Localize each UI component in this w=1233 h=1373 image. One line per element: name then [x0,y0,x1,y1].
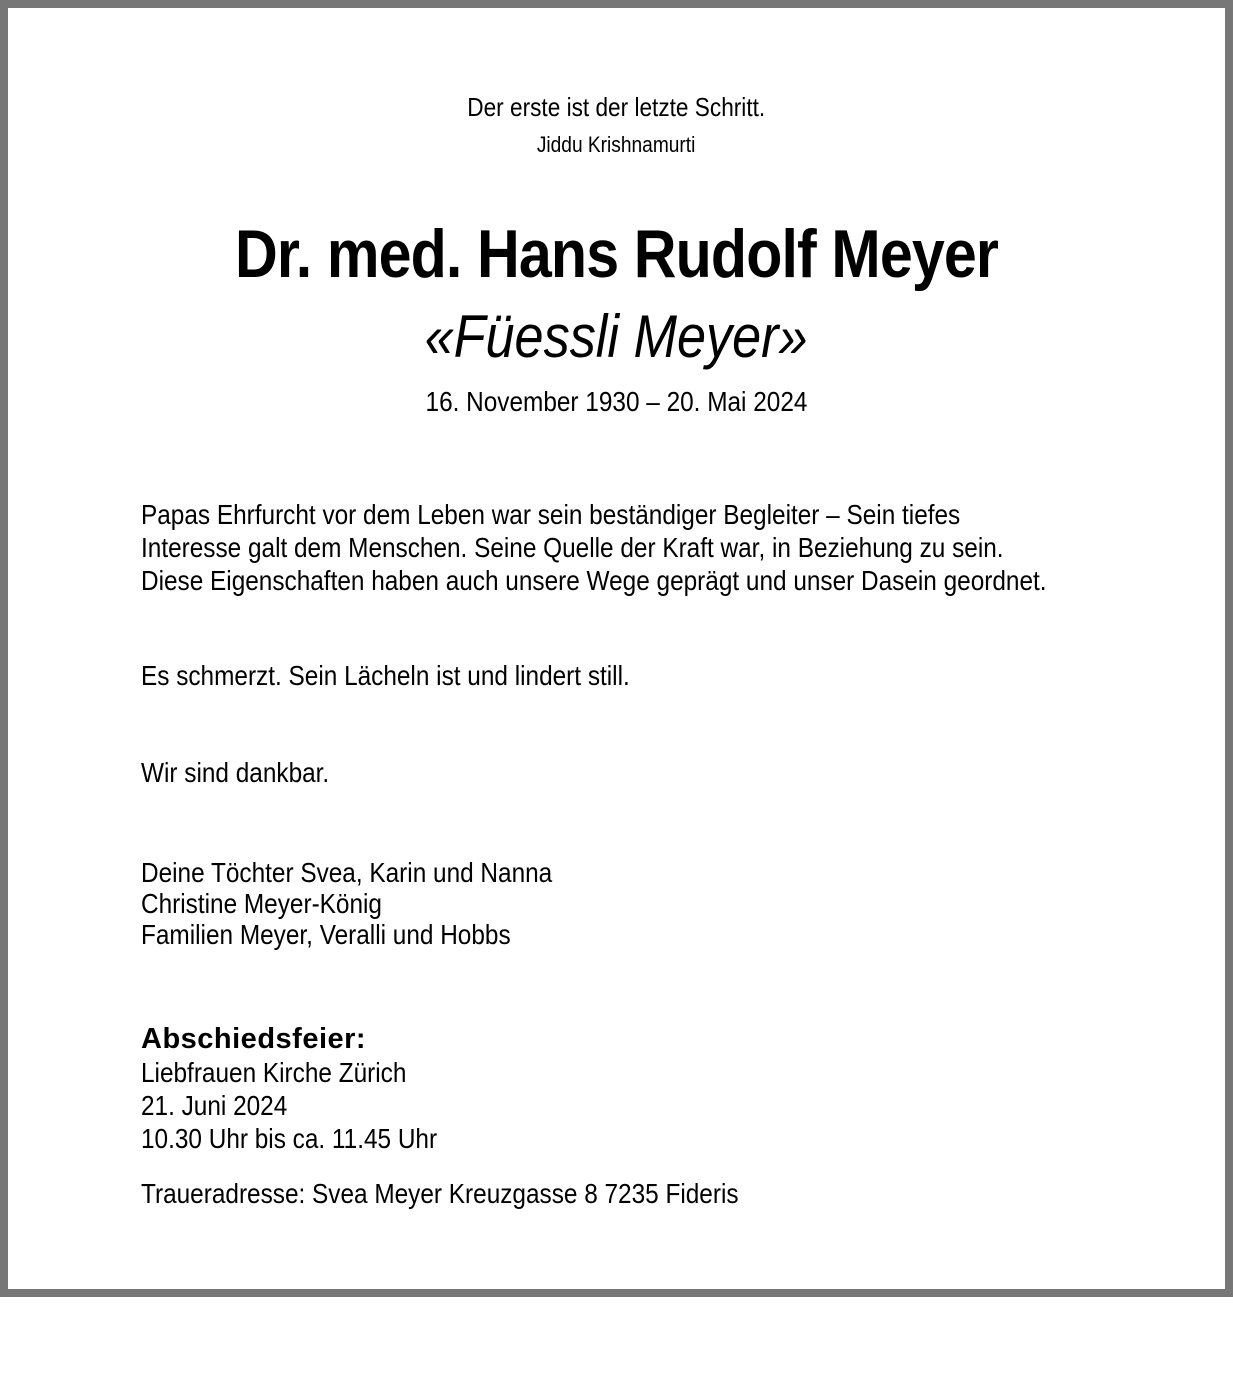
life-dates-text: 16. November 1930 – 20. Mai 2024 [425,386,808,417]
tribute-line-2: Interesse galt dem Menschen. Seine Quelle der Kraft war, in Beziehung zu sein. [141,532,1004,563]
epigraph-author [8,132,1225,158]
condolence-address [141,1177,1165,1210]
epigraph-quote [8,92,1225,122]
deceased-nickname [8,304,1225,370]
ceremony-date: 21. Juni 2024 [141,1090,288,1121]
mourners-line-2: Christine Meyer-König [141,888,382,919]
thanks-text: Wir sind dankbar. [141,757,330,788]
deceased-nickname-text: «Füessli Meyer» [425,303,808,370]
tribute-line-3: Diese Eigenschaften haben auch unsere Wege geprägt und unser Dasein geordnet. [141,565,1047,596]
ceremony-heading: Abschiedsfeier: [141,1023,367,1055]
tribute-paragraph [141,498,1165,597]
ceremony-details [141,1022,1165,1155]
grief-text: Es schmerzt. Sein Lächeln ist und lindert still. [141,660,630,691]
epigraph-quote-text: Der erste ist der letzte Schritt. [467,92,766,122]
life-dates [8,386,1225,418]
mourners-list [141,857,1165,950]
deceased-name [8,218,1225,290]
epigraph [8,92,1225,158]
deceased-name-text: Dr. med. Hans Rudolf Meyer [234,216,999,292]
deceased-header [8,218,1225,418]
obituary-body [8,498,1225,1210]
obituary-page [8,92,1225,1373]
epigraph-author-text: Jiddu Krishnamurti [537,132,696,157]
tribute-line-1: Papas Ehrfurcht vor dem Leben war sein beständiger Begleiter – Sein tiefes [141,499,961,530]
condolence-address-text: Traueradresse: Svea Meyer Kreuzgasse 8 7235 Fideris [141,1178,739,1209]
thanks-paragraph [141,756,1165,789]
grief-paragraph [141,659,1165,692]
mourners-line-3: Familien Meyer, Veralli und Hobbs [141,919,511,950]
ceremony-time: 10.30 Uhr bis ca. 11.45 Uhr [141,1123,438,1154]
mourners-line-1: Deine Töchter Svea, Karin und Nanna [141,857,553,888]
ceremony-location: Liebfrauen Kirche Zürich [141,1057,407,1088]
